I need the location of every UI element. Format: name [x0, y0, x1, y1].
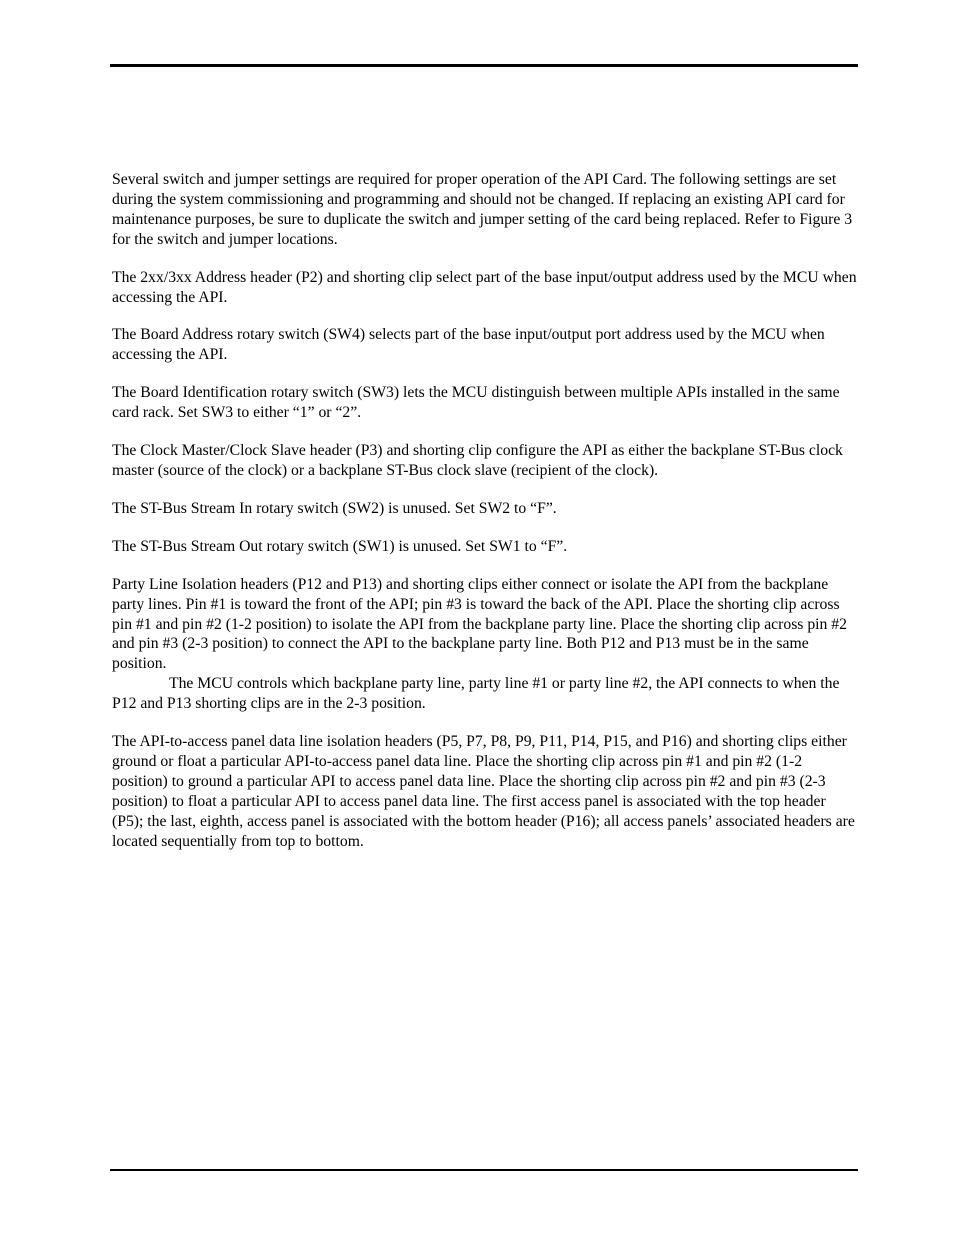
paragraph-stream-out: The ST-Bus Stream Out rotary switch (SW1) is unused. Set SW1 to “F”.	[112, 537, 568, 555]
document-body	[112, 170, 858, 869]
paragraph-data-line-isolation: The API-to-access panel data line isolation headers (P5, P7, P8, P9, P11, P14, P15, and P16) and shorting clips either ground or float a particular API-to-access panel data line. Place the shorting clip across pin #1 and pin #2 (1-2 position) to ground a particular API to access panel data line. Place the shorting clip across pin #2 and pin #3 (2-3 position) to float a particular API to access panel data line. The first access panel is associated with the top header (P5); the last, eighth, access panel is associated with the bottom header (P16); all access panels’ associated headers are located sequentially from top to bottom.	[112, 733, 855, 850]
paragraph-clock-master: The Clock Master/Clock Slave header (P3) and shorting clip configure the API as either the backplane ST-Bus clock master (source of the clock) or a backplane ST-Bus clock slave (recipient of the clock).	[112, 442, 843, 479]
paragraph-board-address: The Board Address rotary switch (SW4) selects part of the base input/output port address used by the MCU when accessing the API.	[112, 326, 825, 364]
paragraph-stream-in: The ST-Bus Stream In rotary switch (SW2) is unused. Set SW2 to “F”.	[112, 499, 557, 517]
paragraph-party-line-isolation: Party Line Isolation headers (P12 and P13) and shorting clips either connect or isolate the API from the backplane party lines. Pin #1 is toward the front of the API; pin #3 is toward the back of the API. Place the shorting clip across pin #1 and pin #2 (1-2 position) to isolate the API from the backplane party line. Place the shorting clip across pin #2 and pin #3 (2-3 position) to connect the API to the backplane party line. Both P12 and P13 must be in the same position.	[112, 575, 847, 673]
paragraph-board-identification: The Board Identification rotary switch (SW3) lets the MCU distinguish between multiple APIs installed in the same card rack. Set SW3 to either “1” or “2”.	[112, 384, 840, 422]
paragraph-intro: Several switch and jumper settings are required for proper operation of the API Card. The following settings are set during the system commissioning and programming and should not be changed. If replacing an existing API card for maintenance purposes, be sure to duplicate the switch and jumper setting of the card being replaced. Refer to Figure 3 for the switch and jumper locations.	[112, 171, 853, 248]
paragraph-address-header: The 2xx/3xx Address header (P2) and shorting clip select part of the base input/output address used by the MCU when accessing the API.	[112, 268, 857, 306]
header-rule	[110, 64, 858, 67]
footer-rule	[110, 1169, 858, 1171]
paragraph-party-line-control: The MCU controls which backplane party line, party line #1 or party line #2, the API connects to when the P12 and P13 shorting clips are in the 2-3 position.	[112, 675, 840, 713]
